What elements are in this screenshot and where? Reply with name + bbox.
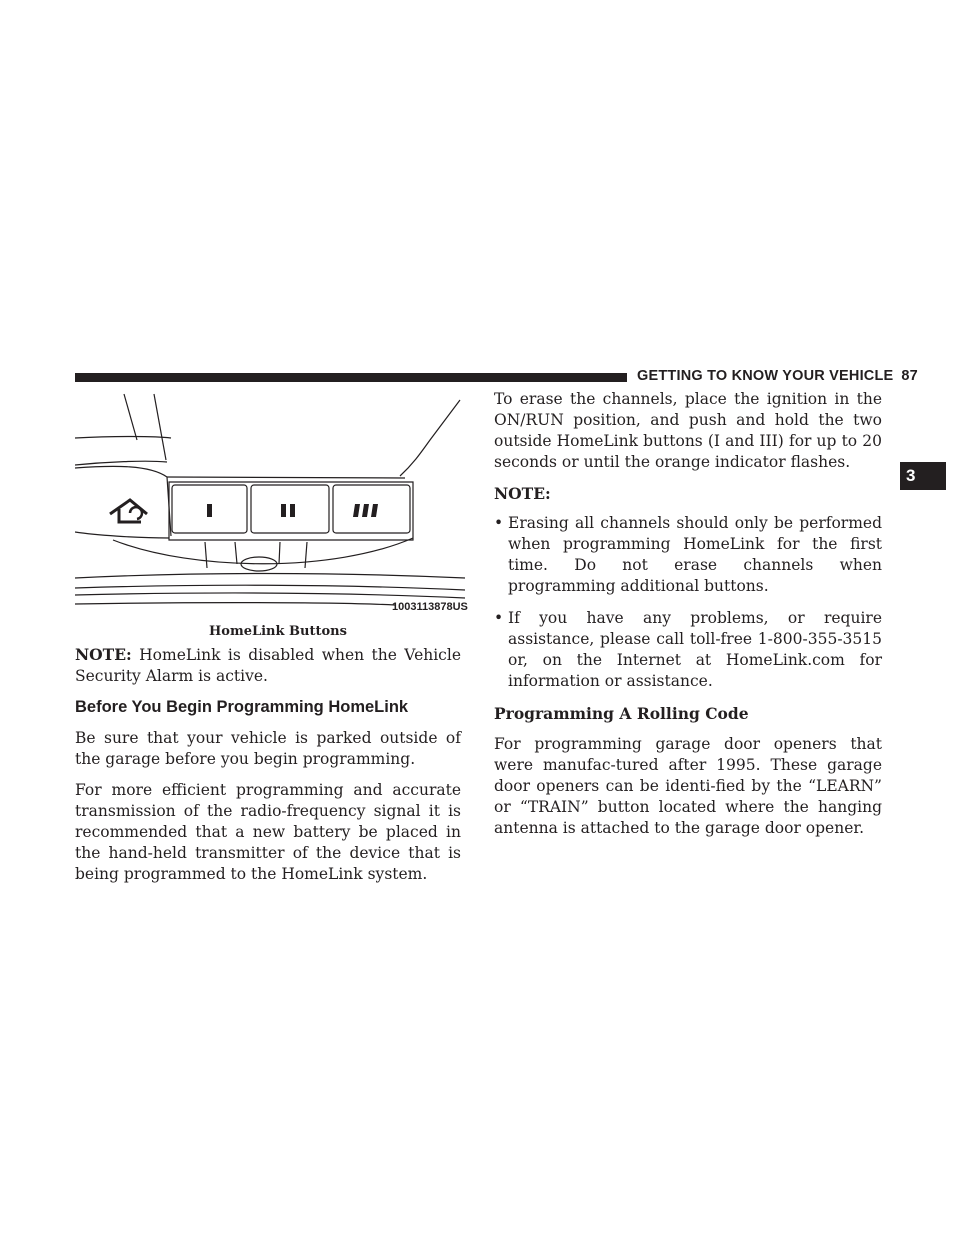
figure-id: 1003113878US xyxy=(392,601,468,613)
left-column xyxy=(75,644,461,895)
note-text: HomeLink is disabled when the Vehicle Security Alarm is active. xyxy=(75,646,461,685)
list-item: • If you have any problems, or require assistance, please call toll-free 1-800-355-3515 or, on the Internet at HomeLink.com for information or assistance. xyxy=(494,608,882,692)
section-heading: Before You Begin Programming HomeLink xyxy=(75,698,409,716)
paragraph: To erase the channels, place the ignition in the ON/RUN position, and push and hold the two outside HomeLink buttons (I and III) for up to 20 seconds or until the orange indicator flashes. xyxy=(494,390,882,471)
paragraph: For more efficient programming and accurate transmission of the radio-frequency signal it is recommended that a new battery be placed in the hand-held transmitter of the device that is being programmed to the HomeLink system. xyxy=(75,781,461,883)
figure-caption: HomeLink Buttons xyxy=(209,624,347,639)
section-heading: Programming A Rolling Code xyxy=(494,704,749,723)
right-column xyxy=(494,389,882,849)
list-item: • Erasing all channels should only be performed when programming HomeLink for the first time. Do not erase channels when programming additional buttons. xyxy=(494,513,882,597)
note-label: NOTE: xyxy=(75,645,132,664)
page-number: 87 xyxy=(901,368,918,384)
note-paragraph xyxy=(75,644,461,687)
header-rule xyxy=(75,373,627,382)
note-bullet-list xyxy=(494,513,882,692)
home-icon xyxy=(110,500,147,522)
paragraph: For programming garage door openers that were manufac-tured after 1995. These garage door openers can be identi-fied by the “LEARN” or “TRAIN” button located where the hanging antenna is attached to the garage door opener. xyxy=(494,735,882,837)
running-header xyxy=(637,368,918,384)
chapter-tab: 3 xyxy=(900,462,946,490)
paragraph: Be sure that your vehicle is parked outside of the garage before you begin programming. xyxy=(75,729,461,768)
section-title: GETTING TO KNOW YOUR VEHICLE xyxy=(637,368,894,384)
note-heading: NOTE: xyxy=(494,484,551,503)
homelink-buttons-illustration xyxy=(75,392,465,622)
